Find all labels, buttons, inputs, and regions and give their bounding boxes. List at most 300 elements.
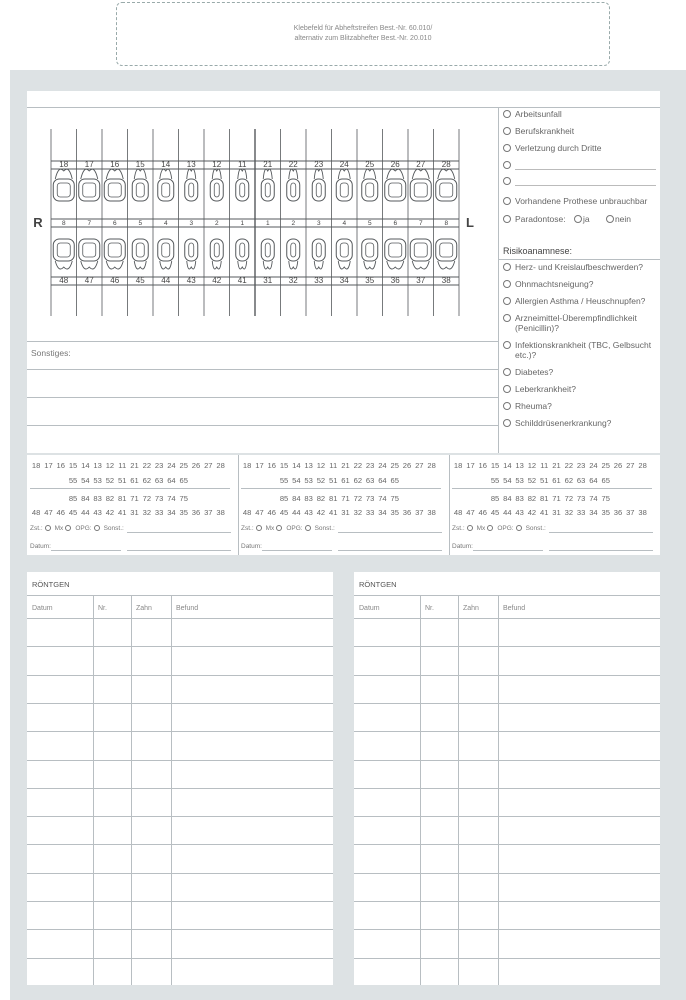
mini-tooth-number[interactable]: 72 <box>564 494 574 503</box>
mini-tooth-number[interactable]: 16 <box>56 461 65 470</box>
mini-tooth-number[interactable]: 47 <box>466 508 475 517</box>
primary-tooth-number: 4 <box>342 220 347 227</box>
mini-tooth-number[interactable]: 47 <box>255 508 264 517</box>
mini-tooth-number[interactable]: 85 <box>490 494 500 503</box>
roentgen-row[interactable] <box>354 618 660 619</box>
mini-tooth-number[interactable]: 75 <box>390 494 399 503</box>
mini-tooth-number[interactable]: 33 <box>576 508 586 517</box>
risk-option-4[interactable] <box>499 340 660 360</box>
finding-option-2[interactable] <box>499 143 660 153</box>
primary-tooth-number: 6 <box>112 220 117 227</box>
risk-label: Diabetes? <box>515 367 554 377</box>
roentgen-column-header: Befund <box>176 605 199 612</box>
mini-tooth-number[interactable]: 63 <box>576 476 586 485</box>
mini-tooth-number[interactable]: 43 <box>304 508 313 517</box>
mx-check-label: Mx <box>265 525 275 532</box>
roentgen-title: RÖNTGEN <box>32 580 70 589</box>
mini-tooth-number[interactable]: 31 <box>130 508 139 517</box>
mini-tooth-number[interactable]: 27 <box>626 461 635 470</box>
lower-tooth <box>436 239 457 269</box>
mini-tooth-number[interactable]: 18 <box>31 461 41 470</box>
roentgen-row[interactable] <box>354 788 660 789</box>
side-left-label-l: L <box>466 215 474 230</box>
mini-tooth-number[interactable]: 13 <box>304 461 313 470</box>
mini-tooth-number[interactable]: 63 <box>365 476 375 485</box>
mini-tooth-number[interactable]: 41 <box>118 508 127 517</box>
mini-tooth-number[interactable]: 72 <box>142 494 152 503</box>
mini-tooth-number[interactable]: 31 <box>341 508 350 517</box>
primary-tooth-number: 5 <box>138 220 143 227</box>
mini-tooth-number[interactable]: 65 <box>179 476 188 485</box>
risk-option-6[interactable] <box>499 384 660 394</box>
mini-tooth-number[interactable]: 32 <box>564 508 574 517</box>
mini-tooth-number[interactable]: 11 <box>118 461 127 470</box>
mini-tooth-number[interactable]: 64 <box>378 476 387 485</box>
finding-label: Verletzung durch Dritte <box>515 143 602 153</box>
upper-tooth <box>312 169 325 201</box>
upper-tooth-number: 12 <box>212 160 222 169</box>
opg-check[interactable] <box>94 525 100 531</box>
mini-tooth-number[interactable]: 41 <box>329 508 338 517</box>
adhesive-note-line1: Klebefeld für Abheftstreifen Best.-Nr. 60.010/ <box>293 25 433 32</box>
side-right-label-r: R <box>33 215 43 230</box>
mini-tooth-number[interactable]: 38 <box>427 508 436 517</box>
mini-row-row3 <box>241 494 438 503</box>
zst-check-label: Zst.: <box>241 525 254 532</box>
roentgen-column-header: Datum <box>32 605 53 612</box>
mini-tooth-number[interactable]: 83 <box>304 494 313 503</box>
mini-tooth-number[interactable]: 71 <box>130 494 139 503</box>
chart-bottom-rule <box>27 341 498 342</box>
roentgen-row[interactable] <box>27 844 333 845</box>
mini-tooth-number[interactable]: 52 <box>316 476 326 485</box>
mini-tooth-number[interactable]: 84 <box>81 494 90 503</box>
mini-tooth-number[interactable]: 64 <box>167 476 176 485</box>
mini-tooth-number[interactable]: 46 <box>267 508 276 517</box>
primary-tooth-number: 5 <box>367 220 372 227</box>
mini-tooth-number[interactable]: 43 <box>93 508 102 517</box>
mini-tooth-number[interactable]: 74 <box>167 494 176 503</box>
upper-tooth-number: 22 <box>288 160 298 169</box>
lower-tooth-number: 45 <box>135 276 145 285</box>
findings-panel <box>499 109 660 435</box>
mini-tooth-number[interactable]: 73 <box>576 494 586 503</box>
risk-option-0[interactable] <box>499 262 660 272</box>
mini-tooth-number[interactable]: 48 <box>453 508 463 517</box>
mini-tooth-number[interactable]: 81 <box>540 494 549 503</box>
mini-tooth-number[interactable]: 22 <box>353 461 363 470</box>
risk-title: Risikoanamnese: <box>503 246 573 256</box>
mini-tooth-number[interactable]: 43 <box>515 508 524 517</box>
mini-tooth-number[interactable]: 51 <box>329 476 338 485</box>
mini-tooth-number[interactable]: 51 <box>118 476 127 485</box>
roentgen-column-header: Datum <box>359 605 380 612</box>
mini-tooth-number[interactable]: 65 <box>390 476 399 485</box>
mini-tooth-number[interactable]: 73 <box>365 494 375 503</box>
mini-tooth-number[interactable]: 16 <box>267 461 276 470</box>
roentgen-row[interactable] <box>354 929 660 930</box>
mini-tooth-number[interactable]: 13 <box>93 461 102 470</box>
mini-tooth-number[interactable]: 11 <box>329 461 338 470</box>
upper-tooth <box>132 169 148 201</box>
upper-tooth-number: 27 <box>416 160 426 169</box>
mini-tooth-number[interactable]: 63 <box>154 476 164 485</box>
mini-tooth-number[interactable]: 75 <box>179 494 188 503</box>
upper-tooth <box>287 169 300 201</box>
mini-tooth-number[interactable]: 25 <box>601 461 610 470</box>
lower-tooth <box>104 239 125 269</box>
primary-tooth-number: 7 <box>87 220 92 227</box>
roentgen-row[interactable] <box>354 731 660 732</box>
mini-tooth-number[interactable]: 81 <box>118 494 127 503</box>
mini-tooth-number[interactable]: 25 <box>390 461 399 470</box>
mini-tooth-number[interactable]: 22 <box>142 461 152 470</box>
lower-tooth-number: 46 <box>110 276 120 285</box>
upper-tooth <box>436 169 457 201</box>
mini-tooth-number[interactable]: 36 <box>191 508 201 517</box>
mini-tooth-number[interactable]: 33 <box>154 508 164 517</box>
mini-tooth-number[interactable]: 73 <box>154 494 164 503</box>
mini-tooth-number[interactable]: 48 <box>31 508 41 517</box>
primary-tooth-number: 6 <box>393 220 398 227</box>
tooth-chart <box>27 121 498 326</box>
mini-tooth-number[interactable]: 71 <box>341 494 350 503</box>
mx-check[interactable] <box>276 525 282 531</box>
lower-tooth <box>210 239 223 269</box>
mini-tooth-number[interactable]: 46 <box>478 508 487 517</box>
mini-footer-checks <box>452 525 546 532</box>
roentgen-row[interactable] <box>354 901 660 902</box>
mini-tooth-number[interactable]: 18 <box>242 461 252 470</box>
lower-tooth <box>53 239 74 269</box>
mini-tooth-number[interactable]: 26 <box>191 461 201 470</box>
mini-tooth-number[interactable]: 11 <box>540 461 549 470</box>
mini-tooth-number[interactable]: 84 <box>292 494 301 503</box>
mini-tooth-number[interactable]: 34 <box>589 508 598 517</box>
upper-tooth-number: 17 <box>84 160 94 169</box>
mini-tooth-number[interactable]: 44 <box>81 508 90 517</box>
upper-tooth-number: 16 <box>110 160 120 169</box>
mini-tooth-number[interactable]: 35 <box>390 508 399 517</box>
risk-label: Allergien Asthma / Heuschnupfen? <box>515 296 646 306</box>
lower-tooth-number: 31 <box>263 276 273 285</box>
risk-option-2[interactable] <box>499 296 660 306</box>
mini-tooth-number[interactable]: 54 <box>292 476 301 485</box>
sonst-label: Sonst.: <box>103 525 124 532</box>
mini-tooth-number[interactable]: 15 <box>68 461 78 470</box>
upper-tooth <box>236 169 249 201</box>
mini-tooth-number[interactable]: 14 <box>503 461 512 470</box>
upper-tooth <box>185 169 198 201</box>
lower-tooth-number: 37 <box>416 276 426 285</box>
zst-check-label: Zst.: <box>452 525 465 532</box>
roentgen-row[interactable] <box>27 958 333 959</box>
zst-check[interactable] <box>467 525 473 531</box>
mini-tooth-number[interactable]: 24 <box>589 461 598 470</box>
roentgen-row[interactable] <box>354 844 660 845</box>
mini-tooth-number[interactable]: 61 <box>552 476 561 485</box>
mini-tooth-number[interactable]: 74 <box>589 494 598 503</box>
roentgen-row[interactable] <box>27 816 333 817</box>
mini-tooth-number[interactable]: 26 <box>613 461 623 470</box>
opg-check[interactable] <box>305 525 311 531</box>
mini-tooth-number[interactable]: 27 <box>204 461 213 470</box>
dental-chart-card <box>27 91 660 453</box>
finding-option-1[interactable] <box>499 126 660 136</box>
mini-tooth-number[interactable]: 17 <box>466 461 475 470</box>
mini-tooth-number[interactable]: 12 <box>316 461 326 470</box>
mx-check[interactable] <box>65 525 71 531</box>
mini-tooth-number[interactable]: 36 <box>402 508 412 517</box>
mini-tooth-number[interactable]: 12 <box>527 461 537 470</box>
mini-tooth-number[interactable]: 13 <box>515 461 524 470</box>
mini-tooth-number[interactable]: 45 <box>279 508 289 517</box>
roentgen-row[interactable] <box>354 958 660 959</box>
mini-tooth-number[interactable]: 15 <box>490 461 500 470</box>
lower-tooth-number: 35 <box>365 276 375 285</box>
mini-tooth-number[interactable]: 38 <box>638 508 647 517</box>
mini-tooth-number[interactable]: 81 <box>329 494 338 503</box>
primary-tooth-number: 3 <box>316 220 321 227</box>
roentgen-row[interactable] <box>27 901 333 902</box>
risk-label: Leberkrankheit? <box>515 384 576 394</box>
mini-tooth-number[interactable]: 28 <box>216 461 225 470</box>
sonst-label: Sonst.: <box>314 525 335 532</box>
mini-tooth-number[interactable]: 42 <box>527 508 537 517</box>
mini-tooth-number[interactable]: 23 <box>576 461 586 470</box>
mini-tooth-number[interactable]: 17 <box>255 461 264 470</box>
primary-tooth-number: 8 <box>61 220 66 227</box>
mini-tooth-number[interactable]: 35 <box>601 508 610 517</box>
mini-tooth-number[interactable]: 55 <box>279 476 289 485</box>
mini-tooth-number[interactable]: 62 <box>142 476 152 485</box>
mini-tooth-number[interactable]: 34 <box>378 508 387 517</box>
mini-tooth-number[interactable]: 31 <box>552 508 561 517</box>
roentgen-row[interactable] <box>27 731 333 732</box>
mini-tooth-number[interactable]: 41 <box>540 508 549 517</box>
lower-tooth-number: 34 <box>339 276 349 285</box>
mini-tooth-number[interactable]: 53 <box>93 476 102 485</box>
risk-label: Ohnmachtsneigung? <box>515 279 594 289</box>
mini-tooth-number[interactable]: 45 <box>68 508 78 517</box>
risk-option-5[interactable] <box>499 367 660 377</box>
mini-tooth-number[interactable]: 26 <box>402 461 412 470</box>
mini-tooth-number[interactable]: 82 <box>316 494 326 503</box>
lower-tooth-number: 42 <box>212 276 222 285</box>
mini-tooth-number[interactable]: 23 <box>365 461 375 470</box>
mini-footer-checks <box>241 525 335 532</box>
mini-tooth-number[interactable]: 61 <box>130 476 139 485</box>
upper-tooth-number: 26 <box>390 160 400 169</box>
paradontose-nein[interactable]: nein <box>606 214 631 224</box>
mini-tooth-number[interactable]: 52 <box>527 476 537 485</box>
roentgen-column-header: Zahn <box>463 605 479 612</box>
risk-option-8[interactable] <box>499 418 660 428</box>
mini-tooth-number[interactable]: 55 <box>490 476 500 485</box>
mini-tooth-number[interactable]: 37 <box>415 508 424 517</box>
mx-check[interactable] <box>487 525 493 531</box>
zst-check[interactable] <box>45 525 51 531</box>
mini-tooth-number[interactable]: 12 <box>105 461 115 470</box>
mini-tooth-number[interactable]: 16 <box>478 461 487 470</box>
mini-tooth-number[interactable]: 72 <box>353 494 363 503</box>
mini-tooth-number[interactable]: 15 <box>279 461 289 470</box>
mini-row-row3 <box>30 494 227 503</box>
mini-tooth-number[interactable]: 37 <box>204 508 213 517</box>
mini-tooth-number[interactable]: 14 <box>81 461 90 470</box>
paradontose-option[interactable] <box>499 214 660 224</box>
mini-tooth-number[interactable]: 83 <box>93 494 102 503</box>
risk-option-3[interactable] <box>499 313 660 333</box>
roentgen-row[interactable] <box>354 675 660 676</box>
lower-tooth-number: 36 <box>390 276 400 285</box>
finding-option-0[interactable] <box>499 109 660 119</box>
mini-tooth-number[interactable]: 82 <box>105 494 115 503</box>
upper-tooth-number: 14 <box>161 160 171 169</box>
mini-tooth-number[interactable]: 23 <box>154 461 164 470</box>
mini-tooth-number[interactable]: 34 <box>167 508 176 517</box>
lower-tooth <box>79 239 100 269</box>
mini-tooth-number[interactable]: 46 <box>56 508 65 517</box>
mini-tooth-number[interactable]: 51 <box>540 476 549 485</box>
mini-tooth-number[interactable]: 21 <box>341 461 350 470</box>
mini-tooth-number[interactable]: 38 <box>216 508 225 517</box>
mini-tooth-number[interactable]: 28 <box>427 461 436 470</box>
datum-label: Datum: <box>30 543 51 550</box>
top-rule <box>27 107 660 108</box>
mini-tooth-number[interactable]: 18 <box>453 461 463 470</box>
upper-tooth-number: 21 <box>263 160 273 169</box>
mini-tooth-number[interactable]: 45 <box>490 508 500 517</box>
mini-tooth-number[interactable]: 52 <box>105 476 115 485</box>
lower-tooth-number: 38 <box>441 276 451 285</box>
mini-tooth-number[interactable]: 65 <box>601 476 610 485</box>
zst-check[interactable] <box>256 525 262 531</box>
mini-tooth-number[interactable]: 55 <box>68 476 78 485</box>
mini-tooth-number[interactable]: 24 <box>167 461 176 470</box>
upper-tooth <box>79 169 100 201</box>
mx-check-label: Mx <box>54 525 64 532</box>
mini-tooth-number[interactable]: 25 <box>179 461 188 470</box>
mini-tooth-number[interactable]: 44 <box>292 508 301 517</box>
opg-check[interactable] <box>516 525 522 531</box>
mini-tooth-number[interactable]: 62 <box>353 476 363 485</box>
primary-tooth-number: 1 <box>265 220 270 227</box>
mini-tooth-number[interactable]: 53 <box>304 476 313 485</box>
roentgen-column-header: Befund <box>503 605 526 612</box>
lower-tooth <box>158 239 174 269</box>
lower-tooth <box>236 239 249 269</box>
upper-tooth <box>210 169 223 201</box>
mini-tooth-number[interactable]: 21 <box>130 461 139 470</box>
zst-check-label: Zst.: <box>30 525 43 532</box>
roentgen-column-header: Zahn <box>136 605 152 612</box>
mini-tooth-number[interactable]: 28 <box>638 461 647 470</box>
upper-tooth-number: 18 <box>59 160 69 169</box>
mini-tooth-number[interactable]: 24 <box>378 461 387 470</box>
mini-tooth-number[interactable]: 36 <box>613 508 623 517</box>
prothese-option[interactable] <box>499 196 660 206</box>
mini-tooth-number[interactable]: 85 <box>279 494 289 503</box>
blank-option-1[interactable] <box>499 160 660 176</box>
mini-row-row1 <box>452 461 649 470</box>
mini-tooth-number[interactable]: 32 <box>142 508 152 517</box>
roentgen-row[interactable] <box>354 760 660 761</box>
roentgen-row[interactable] <box>27 703 333 704</box>
risk-option-7[interactable] <box>499 401 660 411</box>
mini-tooth-number[interactable]: 62 <box>564 476 574 485</box>
mini-tooth-number[interactable]: 37 <box>626 508 635 517</box>
mini-tooth-number[interactable]: 71 <box>552 494 561 503</box>
mini-tooth-number[interactable]: 83 <box>515 494 524 503</box>
roentgen-row[interactable] <box>354 873 660 874</box>
upper-tooth-number: 15 <box>135 160 145 169</box>
lower-tooth <box>287 239 300 269</box>
lower-tooth <box>385 239 406 269</box>
mini-tooth-table <box>238 455 449 555</box>
roentgen-row[interactable] <box>354 703 660 704</box>
mini-tooth-number[interactable]: 53 <box>515 476 524 485</box>
mini-tooth-number[interactable]: 14 <box>292 461 301 470</box>
roentgen-row[interactable] <box>27 646 333 647</box>
risk-option-1[interactable] <box>499 279 660 289</box>
mini-tooth-number[interactable]: 84 <box>503 494 512 503</box>
mini-tooth-number[interactable]: 35 <box>179 508 188 517</box>
roentgen-row[interactable] <box>27 675 333 676</box>
upper-tooth-number: 28 <box>441 160 451 169</box>
blank-option-2[interactable] <box>499 176 660 192</box>
mini-tooth-number[interactable]: 47 <box>44 508 53 517</box>
mini-tooth-number[interactable]: 21 <box>552 461 561 470</box>
mini-tooth-number[interactable]: 32 <box>353 508 363 517</box>
roentgen-row[interactable] <box>27 929 333 930</box>
mini-tooth-number[interactable]: 48 <box>242 508 252 517</box>
roentgen-row[interactable] <box>27 873 333 874</box>
mini-tooth-number[interactable]: 44 <box>503 508 512 517</box>
mini-tooth-number[interactable]: 85 <box>68 494 78 503</box>
mini-tooth-number[interactable]: 27 <box>415 461 424 470</box>
mini-row-row4 <box>452 508 649 517</box>
mini-tooth-number[interactable]: 33 <box>365 508 375 517</box>
roentgen-row[interactable] <box>27 788 333 789</box>
prothese-label: Vorhandene Prothese unbrauchbar <box>515 196 648 206</box>
roentgen-row[interactable] <box>27 618 333 619</box>
mini-tooth-number[interactable]: 75 <box>601 494 610 503</box>
lower-tooth <box>410 239 431 269</box>
mini-tooth-number[interactable]: 42 <box>316 508 326 517</box>
opg-check-label: OPG: <box>286 525 303 532</box>
roentgen-column-header: Nr. <box>98 605 107 612</box>
mini-tooth-number[interactable]: 74 <box>378 494 387 503</box>
roentgen-row[interactable] <box>354 646 660 647</box>
risk-label: Infektionskrankheit (TBC, Gelbsucht etc.)? <box>515 340 652 360</box>
mini-tooth-number[interactable]: 17 <box>44 461 53 470</box>
paradontose-ja[interactable]: ja <box>574 214 590 224</box>
roentgen-row[interactable] <box>354 816 660 817</box>
mini-tooth-number[interactable]: 61 <box>341 476 350 485</box>
roentgen-row[interactable] <box>27 760 333 761</box>
mini-row-row3 <box>452 494 649 503</box>
mini-tooth-number[interactable]: 22 <box>564 461 574 470</box>
mini-tooth-number[interactable]: 54 <box>81 476 90 485</box>
risk-label: Schilddrüsenerkrankung? <box>515 418 612 428</box>
mini-tooth-number[interactable]: 64 <box>589 476 598 485</box>
mini-tooth-number[interactable]: 42 <box>105 508 115 517</box>
datum-label: Datum: <box>241 543 262 550</box>
lower-tooth <box>312 239 325 269</box>
mini-tooth-number[interactable]: 82 <box>527 494 537 503</box>
mini-tooth-number[interactable]: 54 <box>503 476 512 485</box>
